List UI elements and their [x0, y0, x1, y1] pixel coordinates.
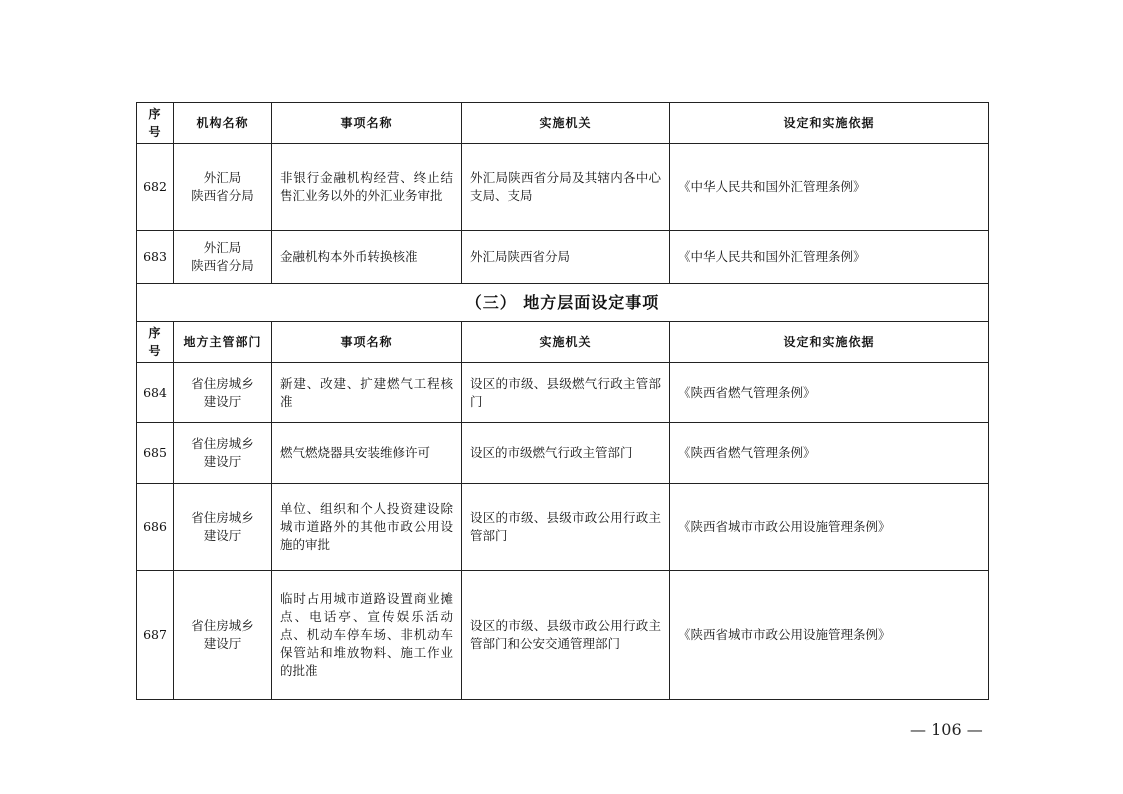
row-seq: 682	[137, 144, 174, 231]
row-org	[174, 144, 272, 231]
row-dept-line2: 建设厅	[203, 636, 242, 651]
row-basis: 《陕西省燃气管理条例》	[670, 423, 989, 484]
row-dept-line2: 建设厅	[203, 454, 242, 469]
header-dept: 地方主管部门	[174, 322, 272, 363]
row-dept-line2: 建设厅	[203, 528, 242, 543]
row-dept	[174, 484, 272, 571]
section-title: （三） 地方层面设定事项	[137, 284, 989, 322]
row-seq: 685	[137, 423, 174, 484]
row-dept-line2: 建设厅	[203, 393, 242, 409]
table-row	[137, 571, 989, 700]
table-row	[137, 144, 989, 231]
header-agency: 实施机关	[462, 103, 670, 144]
row-agency: 设区的市级、县级市政公用行政主管部门和公安交通管理部门	[462, 571, 670, 700]
row-dept	[174, 363, 272, 423]
row-org-line2: 陕西省分局	[191, 188, 254, 203]
row-basis: 《陕西省城市市政公用设施管理条例》	[670, 571, 989, 700]
header-seq: 序号	[137, 322, 174, 363]
row-basis: 《中华人民共和国外汇管理条例》	[670, 144, 989, 231]
row-seq: 684	[137, 363, 174, 423]
row-dept	[174, 571, 272, 700]
approval-items-table	[136, 102, 989, 700]
row-org	[174, 231, 272, 284]
header-item: 事项名称	[272, 103, 462, 144]
row-agency: 设区的市级、县级燃气行政主管部门	[462, 363, 670, 423]
row-item: 单位、组织和个人投资建设除城市道路外的其他市政公用设施的审批	[272, 484, 462, 571]
page-number: — 106 —	[910, 720, 983, 739]
row-seq: 683	[137, 231, 174, 284]
row-dept-line1: 省住房城乡	[191, 618, 254, 633]
table-row	[137, 423, 989, 484]
row-agency: 外汇局陕西省分局及其辖内各中心支局、支局	[462, 144, 670, 231]
row-org-line1: 外汇局	[203, 240, 242, 255]
row-agency: 外汇局陕西省分局	[462, 231, 670, 284]
header-seq: 序号	[137, 103, 174, 144]
row-item: 非银行金融机构经营、终止结售汇业务以外的外汇业务审批	[272, 144, 462, 231]
header-item: 事项名称	[272, 322, 462, 363]
row-item: 临时占用城市道路设置商业摊点、电话亭、宣传娱乐活动点、机动车停车场、非机动车保管站和堆放物料、施工作业的批准	[272, 571, 462, 700]
row-dept-line1: 省住房城乡	[191, 375, 254, 391]
row-org-line2: 陕西省分局	[191, 258, 254, 273]
header-agency: 实施机关	[462, 322, 670, 363]
table-row	[137, 484, 989, 571]
row-item: 新建、改建、扩建燃气工程核准	[272, 363, 462, 423]
table-header-row	[137, 103, 989, 144]
table-header-row	[137, 322, 989, 363]
table-row	[137, 363, 989, 423]
row-item: 燃气燃烧器具安装维修许可	[272, 423, 462, 484]
section-row	[137, 284, 989, 322]
row-basis: 《中华人民共和国外汇管理条例》	[670, 231, 989, 284]
row-dept-line1: 省住房城乡	[191, 436, 254, 451]
row-agency: 设区的市级燃气行政主管部门	[462, 423, 670, 484]
row-basis: 《陕西省燃气管理条例》	[670, 363, 989, 423]
row-org-line1: 外汇局	[203, 170, 242, 185]
row-item: 金融机构本外币转换核准	[272, 231, 462, 284]
header-org: 机构名称	[174, 103, 272, 144]
row-basis: 《陕西省城市市政公用设施管理条例》	[670, 484, 989, 571]
row-dept	[174, 423, 272, 484]
header-basis: 设定和实施依据	[670, 322, 989, 363]
row-seq: 687	[137, 571, 174, 700]
table-row	[137, 231, 989, 284]
row-agency: 设区的市级、县级市政公用行政主管部门	[462, 484, 670, 571]
row-seq: 686	[137, 484, 174, 571]
header-basis: 设定和实施依据	[670, 103, 989, 144]
row-dept-line1: 省住房城乡	[191, 510, 254, 525]
